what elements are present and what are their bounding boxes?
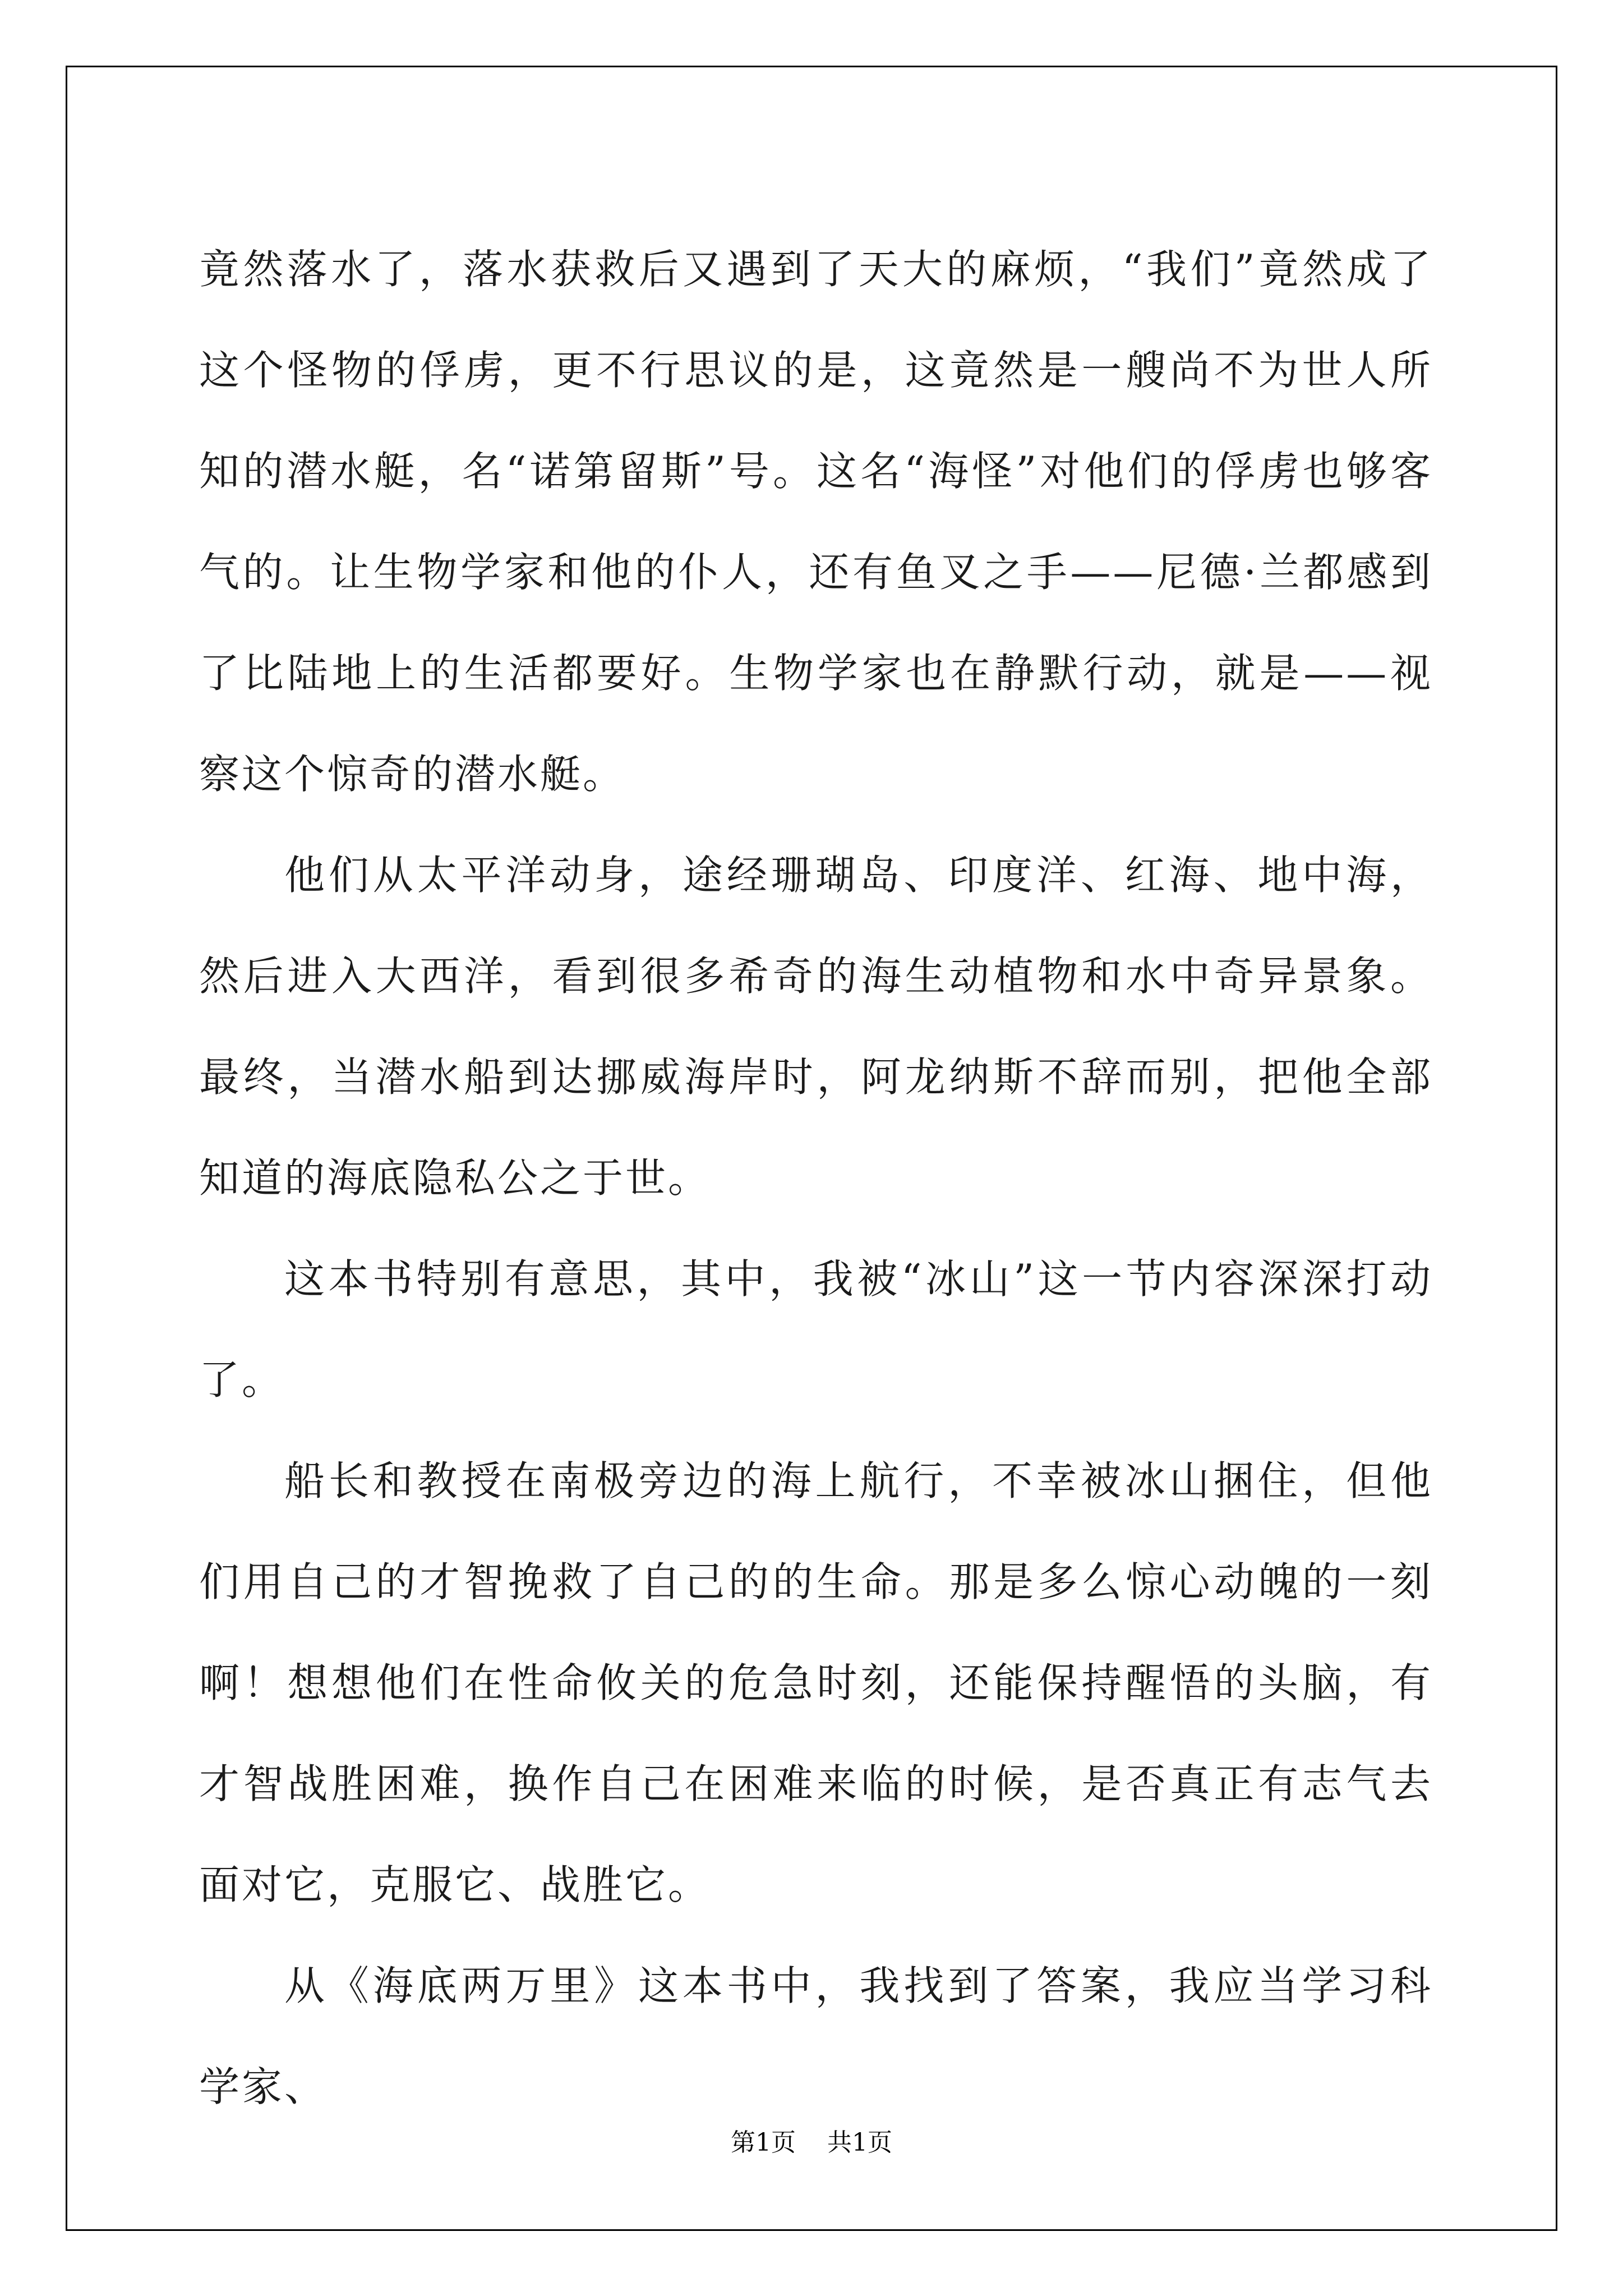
paragraph-1: 竟然落水了，落水获救后又遇到了天大的麻烦，“我们”竟然成了这个怪物的俘虏，更不行思议的是，这竟然是一艘尚不为世人所知的潜水艇，名“诺第留斯”号。这名“海怪”对他们的俘虏也够客气的。让生物学家和他的仆人，还有鱼叉之手——尼德·兰都感到了比陆地上的生活都要好。生物学家也在静默行动，就是——视察这个惊奇的潜水艇。 <box>199 246 1433 798</box>
page-footer <box>0 2126 1623 2160</box>
paragraph-5: 从《海底两万里》这本书中，我找到了答案，我应当学习科学家、 <box>199 1962 1433 2110</box>
page-total: 共1页 <box>827 2128 892 2157</box>
paragraph-3: 这本书特别有意思，其中，我被“冰山”这一节内容深深打动了。 <box>199 1255 1433 1404</box>
document-body <box>199 219 1433 2137</box>
paragraph-2: 他们从太平洋动身，途经珊瑚岛、印度洋、红海、地中海，然后进入大西洋，看到很多希奇的海生动植物和水中奇异景象。最终，当潜水船到达挪威海岸时，阿龙纳斯不辞而别，把他全部知道的海底隐私公之于世。 <box>199 852 1433 1202</box>
page-number: 第1页 <box>731 2128 796 2157</box>
paragraph-4: 船长和教授在南极旁边的海上航行，不幸被冰山捆住，但他们用自己的才智挽救了自己的的生命。那是多么惊心动魄的一刻啊！想想他们在性命攸关的危急时刻，还能保持醒悟的头脑，有才智战胜困难，换作自己在困难来临的时候，是否真正有志气去面对它，克服它、战胜它。 <box>199 1457 1433 1908</box>
